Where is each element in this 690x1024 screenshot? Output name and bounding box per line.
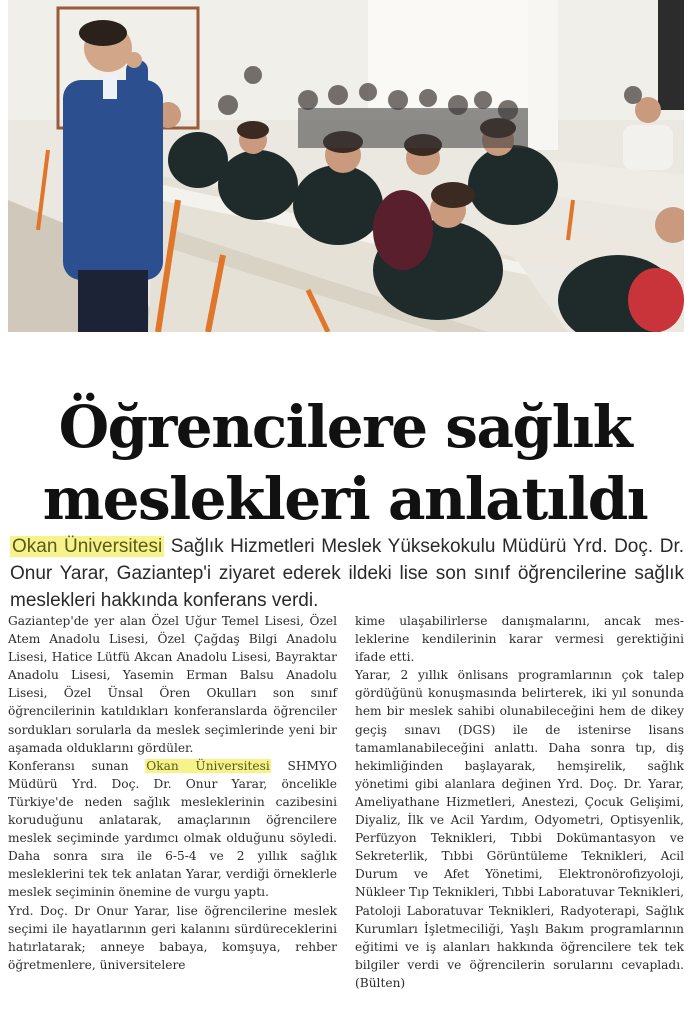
article-column-left: [8, 612, 337, 1024]
headline-line-2: meslekleri anlatıldı: [42, 464, 648, 533]
article-column-right: [355, 612, 684, 1024]
lead-highlight-okan-universitesi: Okan Üniversitesi: [12, 536, 163, 557]
classroom-photo-illustration: [8, 0, 684, 332]
paragraph: kime ulaşabilirlerse danışmalarını, ancak mesleklerine kendilerinin karar vermesi gerektiğini ifade etti.: [355, 614, 684, 665]
article-photo: [8, 0, 684, 332]
article-body: [8, 612, 684, 1024]
article-lead: [10, 533, 684, 614]
headline-line-1: Öğrencilere sağlık: [58, 392, 632, 461]
paragraph: Yrd. Doç. Dr Onur Yarar, lise öğrencilerine meslek seçimi ile hayatlarının geri kalanını sürdüreceklerini hatırlatarak; anneye babaya, komşuya, rehber öğretmenlere, üniversitelere: [8, 903, 337, 972]
paragraph: [8, 757, 337, 902]
body-highlight-okan-universitesi: Okan Üniversitesi: [146, 758, 270, 773]
article-headline: [0, 391, 690, 535]
paragraph: Yarar, 2 yıllık önlisans programlarının çok talep gördüğünü konuşmasında belirterek, iki yıl sonunda hem bir meslek sahibi olunabileceğini hem de dikey geçiş sınavı (DGS) ile de istenirse lisans tamamlanabileceğini anlattı. Daha sonra tıp, diş hekimliğinden başlayarak, hemşirelik, sağlık yönetimi gibi alanlara değinen Yrd. Doç. Dr. Yarar, Ameliyathane Hizmetleri, Anestezi, Çocuk Gelişimi, Diyaliz, İlk ve Acil Yardım, Odyometri, Optisyenlik, Perfüzyon Teknikleri, Tıbbi Dokümantasyon ve Sekreterlik, Tıbbi Görüntüleme Teknikleri, Acil Durum ve Afet Yönetimi, Elektronörofizyoloji, Nükleer Tıp Teknikleri, Tıbbi Laboratuvar Teknikleri, Patoloji Laboratuvar Teknikleri, Radyoterapi, Sağlık Kurumları İşletmeciliği, Yaşlı Bakım programlarının eğitimi ve iş alanları hakkında öğrencilere tek tek bilgiler verdi ve öğrencilerin sorularını cevapladı. (Bülten): [355, 668, 684, 990]
paragraph-text: Konferansı sunan: [8, 758, 146, 773]
lead-text: Sağlık Hizmetleri Meslek Yüksekokulu Müdürü Yrd. Doç. Dr. Onur Yarar, Gaziantep'i ziyaret ederek ildeki lise son sınıf öğrencilerine sağlık meslekleri hakkında konferans verdi.: [10, 536, 685, 611]
paragraph: Gaziantep'de yer alan Özel Uğur Temel Lisesi, Özel Atem Anadolu Lisesi, Özel Çağdaş Bilgi Anadolu Lisesi, Hatice Lütfü Akcan Anadolu Lisesi, Bayraktar Anadolu Lisesi, Yasemin Erman Balsu Anadolu Lisesi, Özel Ünsal Ören Okulları son sınıf öğrencilerinin katıldıkları konferanslarda öğrenciler sordukları sorularla da meslek seçimlerinde yeni bir aşamada olduklarını gördüler.: [8, 614, 337, 755]
paragraph-text: SHMYO Müdürü Yrd. Doç. Dr. Onur Yarar, öncelikle Türkiye'de neden sağlık mesleklerinin cazibesini koruduğunu anlatarak, amaçlarının öğrencilere meslek seçiminde yardımcı olmak olduğunu söyledi. Daha sonra sıra ile 6-5-4 ve 2 yıllık sağlık mesleklerini tek tek anlatan Yarar, verdiği örneklerle meslek seçiminin önemine de vurgu yaptı.: [8, 758, 337, 900]
